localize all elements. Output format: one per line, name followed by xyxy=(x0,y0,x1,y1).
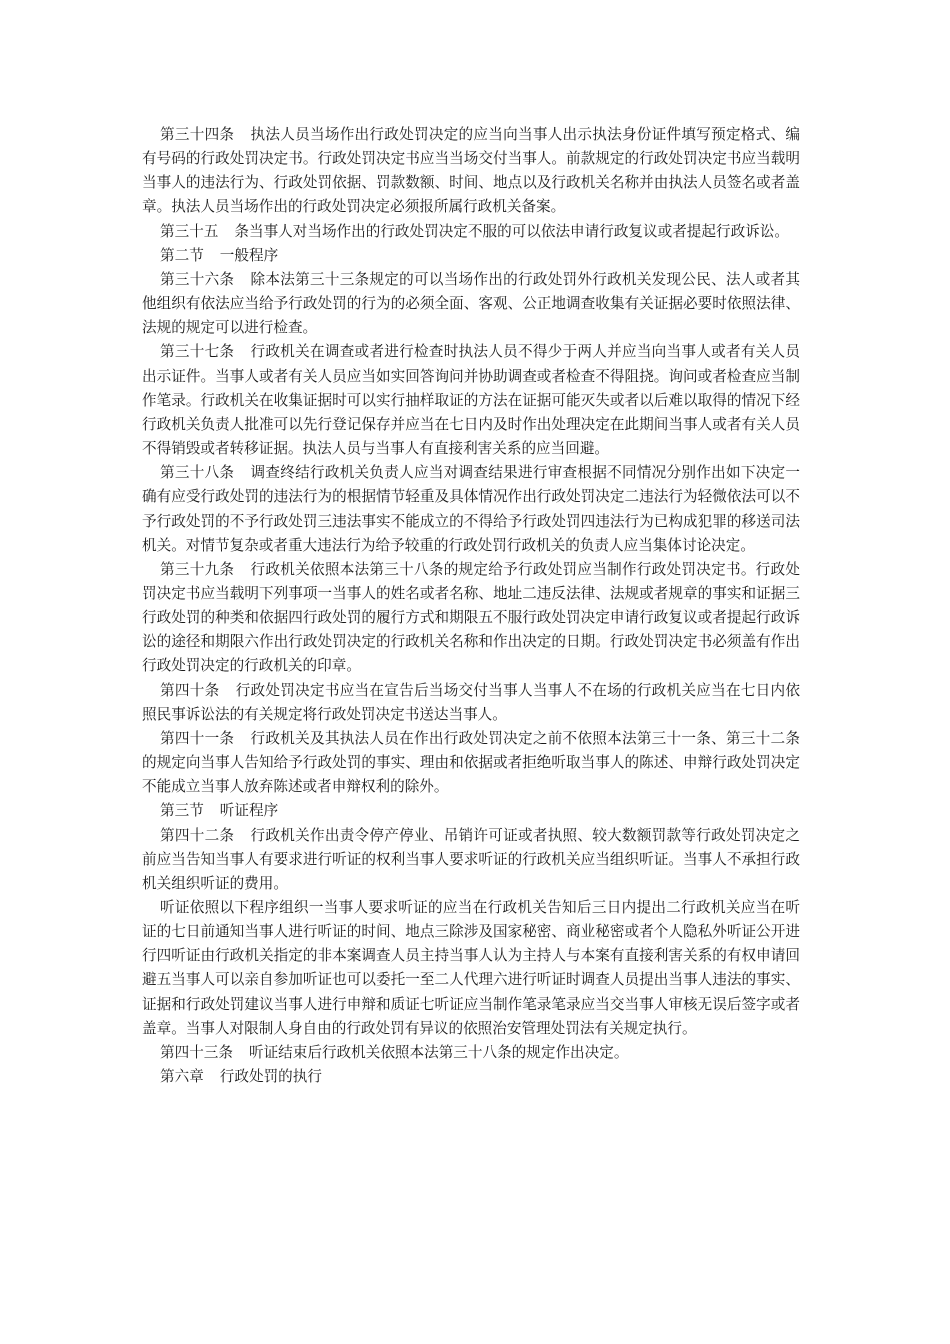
section-title: 听证程序 xyxy=(219,802,279,820)
article-42 xyxy=(142,824,800,896)
section-2-heading xyxy=(142,244,800,268)
article-heading: 第三十四条 xyxy=(160,126,235,143)
chapter-number: 第六章 xyxy=(160,1068,204,1086)
section-number: 第二节 xyxy=(160,246,204,264)
article-36 xyxy=(142,268,800,340)
paragraph-text: 听证依照以下程序组织一当事人要求听证的应当在行政机关告知后三日内提出二行政机关应当在听证的七日前通知当事人进行听证的时间、地点三除涉及国家秘密、商业秘密或者个人隐私外听证公开进行四听证由行政机关指定的非本案调查人员主持当事人认为主持人与本案有直接利害关系的有权申请回避五当事人可以亲自参加听证也可以委托一至二人代理六进行听证时调查人员提出当事人违法的事实、证据和行政处罚建议当事人进行申辩和质证七听证应当制作笔录笔录应当交当事人审核无误后签字或者盖章。当事人对限制人身自由的行政处罚有异议的依照治安管理处罚法有关规定执行。 xyxy=(142,899,800,1037)
article-heading: 第四十三条 xyxy=(160,1043,233,1061)
article-heading: 第三十五 xyxy=(160,222,219,240)
article-38 xyxy=(142,461,800,558)
chapter-title: 行政处罚的执行 xyxy=(219,1068,322,1086)
article-heading: 第三十六条 xyxy=(160,270,235,288)
article-text: 行政机关在调查或者进行检查时执法人员不得少于两人并应当向当事人或者有关人员出示证件。当事人或者有关人员应当如实回答询问并协助调查或者检查不得阻挠。询问或者检查应当制作笔录。行政机关在收集证据时可以实行抽样取证的方法在证据可能灭失或者以后难以取得的情况下经行政机关负责人批准可以先行登记保存并应当在七日内及时作出处理决定在此期间当事人或者有关人员不得销毁或者转移证据。执法人员与当事人有直接利害关系的应当回避。 xyxy=(142,343,800,458)
article-heading: 第三十八条 xyxy=(160,464,235,482)
article-text: 除本法第三十三条规定的可以当场作出的行政处罚外行政机关发现公民、法人或者其他组织有依法应当给予行政处罚的行为的必须全面、客观、公正地调查收集有关证据必要时依照法律、法规的规定可以进行检查。 xyxy=(142,270,800,337)
document-body xyxy=(142,123,800,1089)
article-35 xyxy=(142,220,800,244)
article-heading: 第四十二条 xyxy=(160,826,235,844)
section-number: 第三节 xyxy=(160,802,204,820)
section-3-heading xyxy=(142,799,800,823)
article-text: 听证结束后行政机关依照本法第三十八条的规定作出决定。 xyxy=(248,1043,629,1061)
section-title: 一般程序 xyxy=(219,246,279,264)
article-text: 调查终结行政机关负责人应当对调查结果进行审查根据不同情况分别作出如下决定一确有应受行政处罚的违法行为的根据情节轻重及具体情况作出行政处罚决定二违法行为轻微依法可以不予行政处罚的不予行政处罚三违法事实不能成立的不得给予行政处罚四违法行为已构成犯罪的移送司法机关。对情节复杂或者重大违法行为给予较重的行政处罚行政机关的负责人应当集体讨论决定。 xyxy=(142,464,800,554)
article-40 xyxy=(142,679,800,727)
article-text: 条当事人对当场作出的行政处罚决定不服的可以依法申请行政复议或者提起行政诉讼。 xyxy=(234,222,789,240)
article-text: 执法人员当场作出行政处罚决定的应当向当事人出示执法身份证件填写预定格式、编有号码的行政处罚决定书。行政处罚决定书应当当场交付当事人。前款规定的行政处罚决定书应当载明当事人的违法行为、行政处罚依据、罚款数额、时间、地点以及行政机关名称并由执法人员签名或者盖章。执法人员当场作出的行政处罚决定必须报所属行政机关备案。 xyxy=(142,126,800,216)
article-heading: 第四十一条 xyxy=(160,729,235,747)
article-text: 行政机关作出责令停产停业、吊销许可证或者执照、较大数额罚款等行政处罚决定之前应当告知当事人有要求进行听证的权利当事人要求听证的行政机关应当组织听证。当事人不承担行政机关组织听证的费用。 xyxy=(142,826,800,892)
article-text: 行政机关依照本法第三十八条的规定给予行政处罚应当制作行政处罚决定书。行政处罚决定书应当载明下列事项一当事人的姓名或者名称、地址二违反法律、法规或者规章的事实和证据三行政处罚的种类和依据四行政处罚的履行方式和期限五不服行政处罚决定申请行政复议或者提起行政诉讼的途径和期限六作出行政处罚决定的行政机关名称和作出决定的日期。行政处罚决定书必须盖有作出行政处罚决定的行政机关的印章。 xyxy=(142,560,800,675)
article-34 xyxy=(142,123,800,220)
article-39 xyxy=(142,558,800,679)
chapter-6-heading xyxy=(142,1065,800,1089)
hearing-procedure-paragraph xyxy=(142,896,800,1041)
article-text: 行政机关及其执法人员在作出行政处罚决定之前不依照本法第三十一条、第三十二条的规定向当事人告知给予行政处罚的事实、理由和依据或者拒绝听取当事人的陈述、申辩行政处罚决定不能成立当事人放弃陈述或者申辩权利的除外。 xyxy=(142,729,800,796)
article-41 xyxy=(142,727,800,799)
article-heading: 第四十条 xyxy=(160,681,220,699)
article-37 xyxy=(142,340,800,461)
article-heading: 第三十九条 xyxy=(160,560,235,578)
article-text: 行政处罚决定书应当在宣告后当场交付当事人当事人不在场的行政机关应当在七日内依照民事诉讼法的有关规定将行政处罚决定书送达当事人。 xyxy=(142,681,800,723)
article-43 xyxy=(142,1041,800,1065)
article-heading: 第三十七条 xyxy=(160,343,235,361)
